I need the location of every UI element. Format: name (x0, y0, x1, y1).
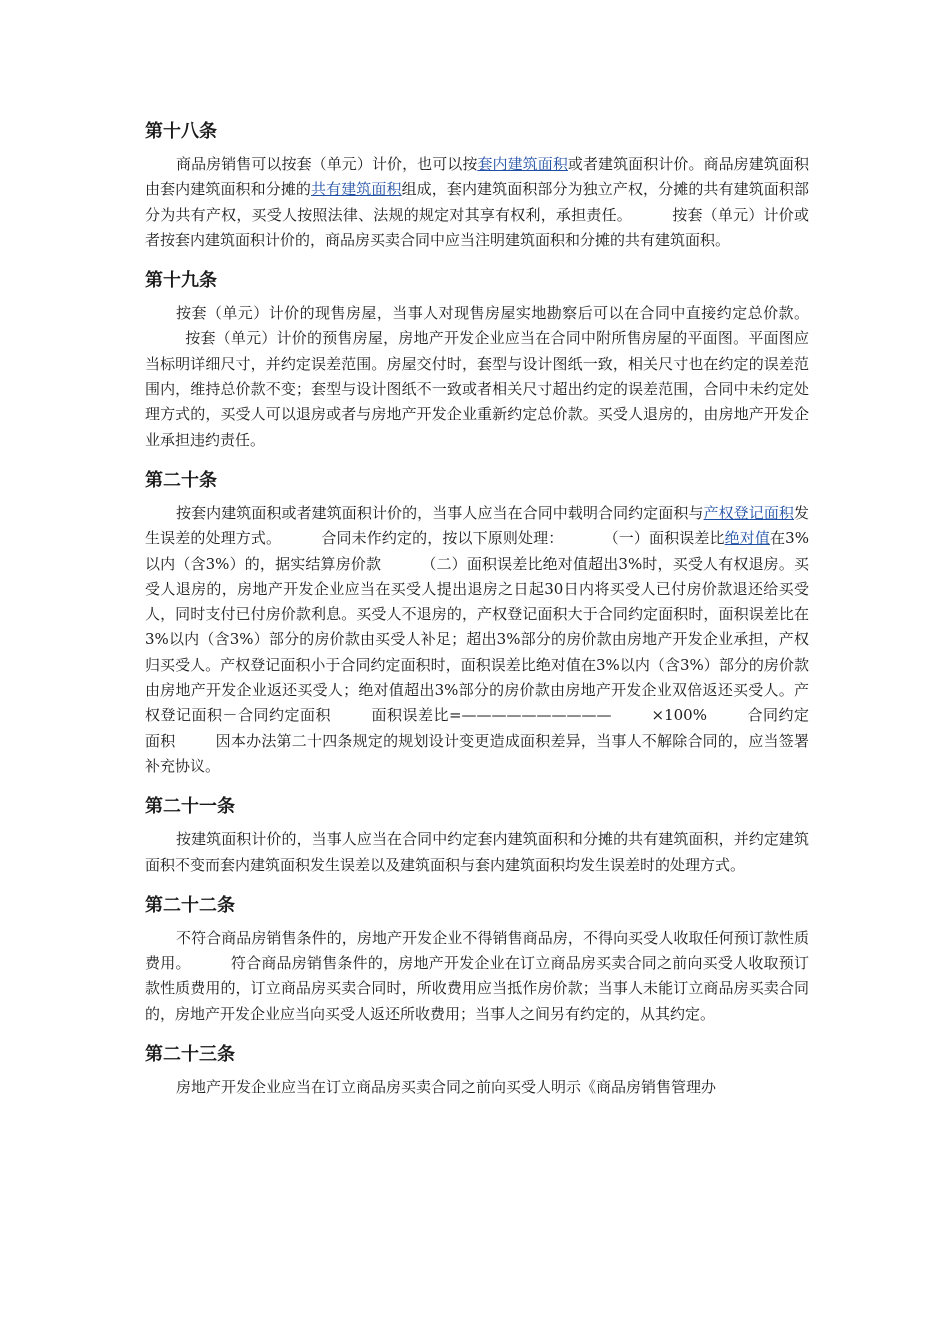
article-title: 第二十二条 (145, 894, 235, 916)
text-run: 按套内建筑面积或者建筑面积计价的，当事人应当在合同中载明合同约定面积与 (176, 503, 704, 522)
article-title: 第二十条 (145, 469, 217, 491)
link-jue-dui-zhi[interactable]: 绝对值 (724, 529, 771, 548)
article-title: 第十九条 (145, 270, 217, 292)
article-19 (145, 267, 809, 453)
article-body (145, 1075, 809, 1100)
article-20 (145, 467, 809, 779)
text-run: 按套（单元）计价的现售房屋，当事人对现售房屋实地勘察后可以在合同中直接约定总价款。 (176, 304, 809, 323)
text-run: 不符合商品房销售条件的，房地产开发企业不得销售商品房，不得向买受人收取任何预订款性质费用。 (145, 928, 809, 973)
link-chan-quan-deng-ji-mian-ji[interactable]: 产权登记面积 (703, 503, 794, 522)
link-tao-nei-jian-zhu-mian-ji[interactable]: 套内建筑面积 (477, 155, 568, 173)
text-run: 按建筑面积计价的，当事人应当在合同中约定套内建筑面积和分摊的共有建筑面积，并约定建筑面积不变而套内建筑面积发生误差以及建筑面积与套内建筑面积均发生误差时的处理方式。 (145, 830, 809, 874)
article-18 (145, 118, 809, 253)
article-21 (145, 793, 809, 878)
text-run: 按套（单元）计价的预售房屋，房地产开发企业应当在合同中附所售房屋的平面图。平面图应当标明详细尺寸，并约定误差范围。房屋交付时，套型与设计图纸一致，相关尺寸也在约定的误差范围内，维持总价款不变；套型与设计图纸不一致或者相关尺寸超出约定的误差范围，合同中未约定处理方式的，买受人可以退房或者与房地产开发企业重新约定总价款。买受人退房的，由房地产开发企业承担违约责任。 (145, 329, 809, 449)
document-body (145, 118, 809, 1114)
text-run: 在3%以内（含3%）的，据实结算房价款 (145, 529, 809, 573)
text-run: 面积误差比=—————————— (370, 706, 612, 725)
text-run: 组成，套内建筑面积部分为独立产权，分摊的共有建筑面积部分为共有产权，买受人按照法律、法规的规定对其享有权利，承担责任。 (145, 180, 809, 224)
text-run: 合同约定面积 (145, 706, 809, 750)
link-gong-you-jian-zhu-mian-ji[interactable]: 共有建筑面积 (311, 180, 402, 199)
article-23 (145, 1041, 809, 1100)
article-body (145, 827, 809, 878)
text-run: 或者建筑面积计价。商品房建筑面积由套内建筑面积和分摊的 (145, 155, 809, 199)
text-run: 按套（单元）计价或者按套内建筑面积计价的，商品房买卖合同中应当注明建筑面积和分摊的共有建筑面积。 (145, 205, 809, 249)
article-body (145, 152, 809, 253)
text-run: （一）面积误差比 (603, 529, 725, 548)
article-body (145, 926, 809, 1027)
article-title: 第二十三条 (145, 1044, 235, 1066)
text-run: 因本办法第二十四条规定的规划设计变更造成面积差异，当事人不解除合同的，应当签署补充协议。 (145, 731, 809, 775)
text-run: 发生误差的处理方式。 (145, 503, 809, 548)
article-body (145, 501, 809, 779)
text-run: 合同未作约定的，按以下原则处理： (321, 529, 564, 548)
article-22 (145, 892, 809, 1027)
text-run: 产权登记面积－合同约定面积 (145, 681, 809, 725)
text-run: ×100% (651, 706, 707, 725)
article-title: 第二十一条 (145, 796, 235, 818)
text-run: 房地产开发企业应当在订立商品房买卖合同之前向买受人明示《商品房销售管理办 (176, 1078, 717, 1097)
article-body (145, 301, 809, 453)
text-run: 符合商品房销售条件的，房地产开发企业在订立商品房买卖合同之前向买受人收取预订款性质费用的，订立商品房买卖合同时，所收费用应当抵作房价款；当事人未能订立商品房买卖合同的，房地产开发企业应当向买受人返还所收费用；当事人之间另有约定的，从其约定。 (145, 954, 809, 1023)
text-run: 商品房销售可以按套（单元）计价，也可以按 (176, 155, 478, 173)
text-run: （二）面积误差比绝对值超出3%时，买受人有权退房。买受人退房的，房地产开发企业应当在买受人提出退房之日起30日内将买受人已付房价款退还给买受人，同时支付已付房价款利息。买受人不退房的，产权登记面积大于合同约定面积时，面积误差比在3%以内（含3%）部分的房价款由买受人补足；超出3%部分的房价款由房地产开发企业承担，产权归买受人。产权登记面积小于合同约定面积时，面积误差比绝对值在3%以内（含3%）部分的房价款由房地产开发企业返还买受人；绝对值超出3%部分的房价款由房地产开发企业双倍返还买受人。 (145, 554, 809, 700)
article-title: 第十八条 (145, 121, 217, 142)
